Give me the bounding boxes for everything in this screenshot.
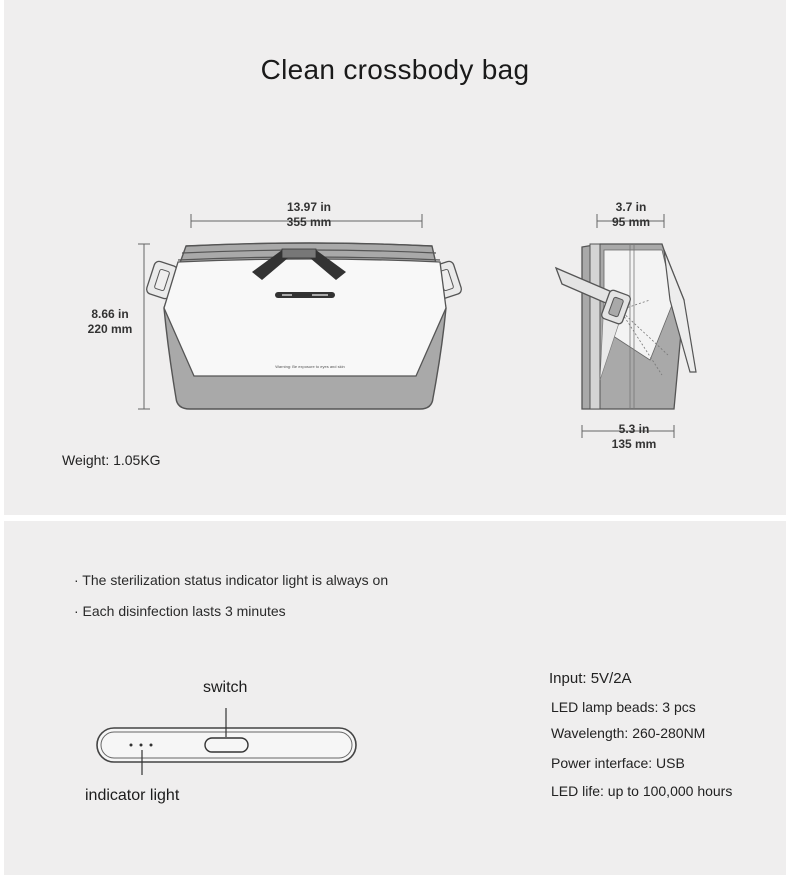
bottom-depth-inches: 5.3 in (618, 422, 650, 436)
front-width-label (266, 200, 352, 230)
bag-front-panel (164, 259, 446, 376)
width-inches: 13.97 in (286, 200, 332, 214)
top-depth-inches: 3.7 in (615, 200, 647, 214)
spec-power-interface: Power interface: USB (551, 755, 685, 771)
side-view-drawing (556, 214, 696, 438)
feature-item: · The sterilization status indicator light is always on (74, 572, 389, 588)
indicator-dot (130, 744, 133, 747)
bottom-depth-millimeters: 135 mm (611, 437, 657, 451)
top-depth-millimeters: 95 mm (611, 215, 651, 229)
feature-item: · Each disinfection lasts 3 minutes (74, 603, 286, 619)
device-drawing (97, 708, 356, 775)
indicator-dot (140, 744, 143, 747)
spec-wavelength: Wavelength: 260-280NM (551, 725, 706, 741)
width-millimeters: 355 mm (286, 215, 332, 229)
indicator-dot (150, 744, 153, 747)
bag-warning-label: Warning: Be exposure to eyes and skin (275, 364, 345, 369)
front-height-label (80, 307, 140, 337)
spec-led-life: LED life: up to 100,000 hours (551, 783, 733, 799)
side-bottom-depth-label (594, 422, 674, 452)
spec-input: Input: 5V/2A (549, 670, 632, 687)
weight-label: Weight: 1.05KG (62, 452, 161, 468)
front-view-drawing (138, 214, 463, 409)
switch-button (205, 738, 248, 752)
height-millimeters: 220 mm (87, 322, 133, 336)
height-inches: 8.66 in (91, 307, 129, 321)
spec-led-beads: LED lamp beads: 3 pcs (551, 699, 696, 715)
indicator-light-label: indicator light (85, 787, 180, 804)
switch-label: switch (203, 679, 248, 696)
side-top-depth-label (595, 200, 667, 230)
page-title: Clean crossbody bag (260, 54, 530, 85)
